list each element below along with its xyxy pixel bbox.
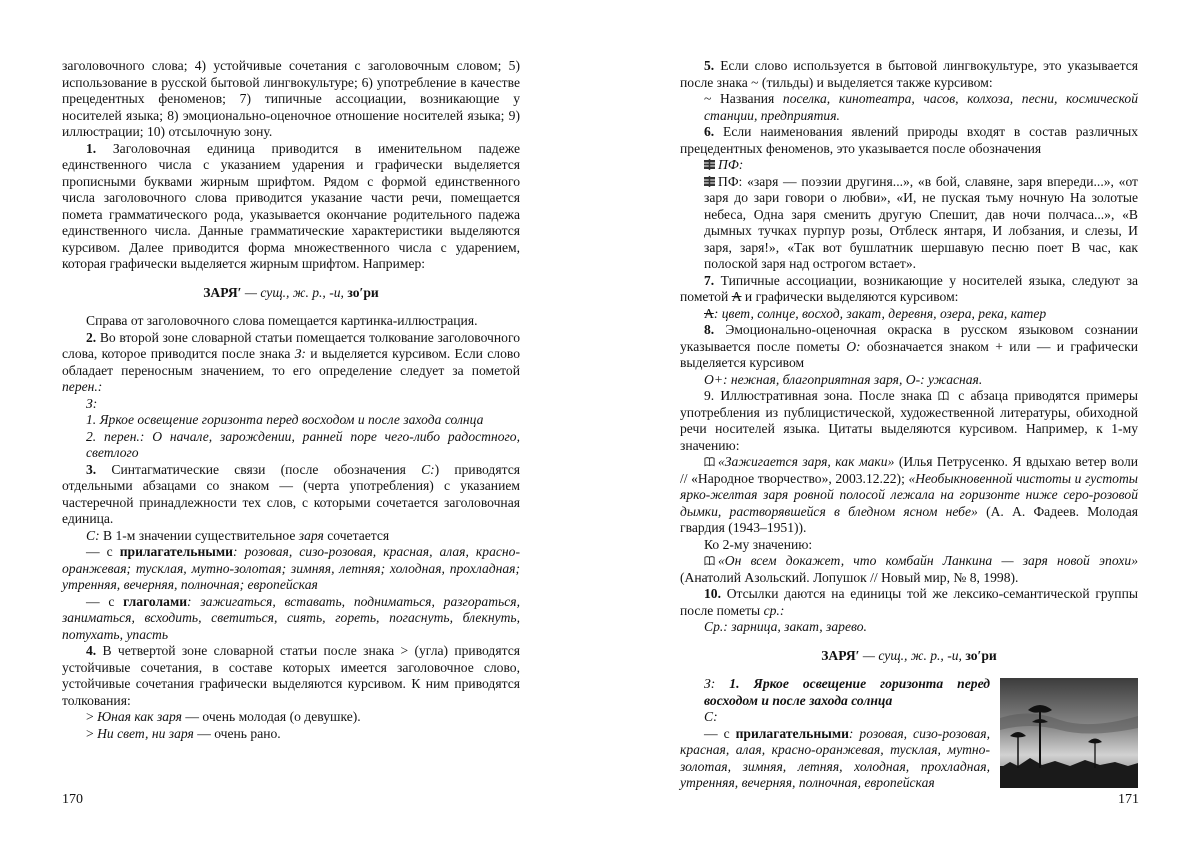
quote-meaning-2: «Он всем докажет, что комбайн Ланкина — заря новой эпохи» (Анатолий Азольский. Лопушок // Новый мир, № 8, 1998).	[680, 553, 1138, 585]
paragraph-zone-5: 5. Если слово используется в бытовой лингвокультуре, это указывается после знака ~ (тильды) и выделяется также курсивом:	[680, 58, 1138, 90]
idiom-2: > Ни свет, ни заря — очень рано.	[86, 725, 281, 741]
verb-collocations: — с глаголами: зажигаться, вставать, подниматься, разгораться, заниматься, всходить, светиться, сиять, гореть, погаснуть, блекнуть, потухать, упасть	[62, 593, 520, 642]
paragraph: заголовочного слова; 4) устойчивые сочетания с заголовочным словом; 5) использование в русской бытовой лингвокультуре; 6) употребление в качестве прецедентных феноменов; 7) типичные ассоциации, возникающие у носителей языка; 8) эмоционально-оценочное отношение носителей языка; 9) иллюстрации; 10) отсылочную зону.	[62, 58, 520, 139]
headword-entry: ЗАРЯ′ — сущ., ж. р., -и, зо′ри	[821, 647, 997, 663]
entry-meaning: З: 1. Яркое освещение горизонта перед восходом и после захода солнца	[704, 676, 991, 708]
pf-examples: ПФ: «заря — поэзии другиня...», «в бой, славяне, заря впереди...», «от заря до зари говори о любви», «И, не пуская тьму ночную На золотые небеса, Одна заря сменить другую Спешит, дав ночи полчаса...», «В дымных тучках пурпур розы, Отблеск янтаря, И лобзания, и слезы, И заря, заря!», «Так вот бушлатник шершавую песню поет В час, как полоской заря над острогом встает».	[704, 173, 1138, 271]
entry-c-label: С:	[704, 709, 718, 724]
right-page	[680, 58, 1138, 792]
paragraph: Ко 2-му значению:	[704, 536, 813, 552]
precedent-phenomenon-icon	[704, 176, 715, 187]
entry-adjectives: — с прилагательными: розовая, сизо-розовая, красная, алая, красно-оранжевая, тусклая, мутно-золотая, зимняя, летняя, холодная, прохладная, утренняя, вечерняя, полночная, европейская	[680, 725, 990, 790]
paragraph: Справа от заголовочного слова помещается картинка-иллюстрация.	[86, 313, 478, 328]
pf-label: ПФ:	[680, 157, 1138, 174]
example-meaning-1: 1. Яркое освещение горизонта перед восходом и после захода солнца	[86, 412, 484, 427]
paragraph-zone-8: 8. Эмоционально-оценочная окраска в русском языковом сознании указывается после пометы О: обозначается знаком + или — и графически выделяется курсивом	[680, 322, 1138, 370]
sample-entry-text	[680, 676, 990, 792]
paragraph-zone-3: 3. Синтагматические связи (после обозначения С:) приводятся отдельными абзацами со знаком — (черта употребления) с указанием частеречной принадлежности тех слов, с которыми сочетается заголовочная единица.	[62, 461, 520, 526]
example-meaning-2: 2. перен.: О начале, зарождении, ранней поре чего-либо радостного, светлого	[86, 428, 520, 460]
precedent-phenomenon-icon	[704, 159, 715, 170]
page-number-right: 171	[1118, 792, 1139, 807]
paragraph-zone-2: 2. Во второй зоне словарной статьи помещается толкование заголовочного слова, которое приводится после знака З: и выделяется курсивом. Если слово обладает переносным значением, то его определение следует за пометой перен.:	[62, 329, 520, 394]
dawn-photo-illustration	[1000, 678, 1138, 788]
page-number-left: 170	[62, 792, 83, 807]
book-icon	[704, 456, 715, 467]
paragraph-zone-7: 7. Типичные ассоциации, возникающие у носителей языка, следуют за пометой А и графически выделяются курсивом:	[680, 272, 1138, 304]
paragraph-zone-4: 4. В четвертой зоне словарной статьи после знака > (угла) приводятся устойчивые сочетания, в составе которых имеется заголовочное слово, устойчивые сочетания графически выделяются курсивом. К ним приводятся толкования:	[62, 643, 520, 708]
example-label: З:	[86, 395, 98, 411]
book-icon	[938, 390, 949, 401]
left-page	[62, 58, 520, 742]
paragraph-zone-6: 6. Если наименования явлений природы входят в состав различных прецедентных феноменов, это указывается после обозначения	[680, 124, 1138, 156]
quote-meaning-1: «Зажигается заря, как маки» (Илья Петрусенко. Я вдыхаю ветер воли // «Народное творчество», 2003.12.22); «Необыкновенной чистоты и густоты ярко-желтая заря ровной полосой лежала на горизонте ниже серо-розовой дымки, растворявшейся в бледном ясном небе» (А. А. Фадеев. Молодая гвардия (1943–1951)).	[680, 454, 1139, 535]
book-icon	[704, 555, 715, 566]
sample-entry	[680, 676, 1138, 792]
paragraph: С: В 1-м значении существительное заря сочетается	[86, 527, 390, 543]
emotional-evaluation: О+: нежная, благоприятная заря, О-: ужасная.	[704, 371, 983, 387]
example-names: ~ Названия поселка, кинотеатра, часов, колхоза, песни, космической станции, предприятия.	[704, 91, 1139, 123]
cross-references: Ср.: зарница, закат, зарево.	[704, 619, 867, 634]
associations: А: цвет, солнце, восход, закат, деревня, озера, река, катер	[704, 305, 1047, 321]
headword-example: ЗАРЯ′ — сущ., ж. р., -и, зо′ри	[203, 284, 379, 300]
paragraph-zone-9: 9. Иллюстративная зона. После знака с абзаца приводятся примеры употребления из публицистической, художественной литературы, обиходной речи носителей языка. Цитаты выделяются курсивом. Например, к 1-му значению:	[680, 388, 1139, 453]
paragraph-zone-10: 10. Отсылки даются на единицы той же лексико-семантической группы после пометы ср.:	[680, 586, 1138, 618]
adjective-collocations: — с прилагательными: розовая, сизо-розовая, красная, алая, красно-оранжевая; тусклая, мутно-золотая; зимняя, летняя; холодная, прохладная; утренняя, вечерняя, полночная; европейская	[62, 544, 520, 592]
idiom-1: > Юная как заря — очень молодая (о девушке).	[86, 709, 361, 724]
paragraph-zone-1: 1. Заголовочная единица приводится в именительном падеже единственного числа с указанием ударения и графически выделяется прописными буквами жирным шрифтом. Рядом с формой единственного числа заголовочного слова приводится указание части речи, помещается помета грамматического рода, указывается окончание родительного падежа единственного числа. Данные грамматические характеристики выделяются курсивом. Далее приводится форма множественного числа с ударением, которая графически выделяется жирным шрифтом. Например:	[62, 140, 520, 271]
